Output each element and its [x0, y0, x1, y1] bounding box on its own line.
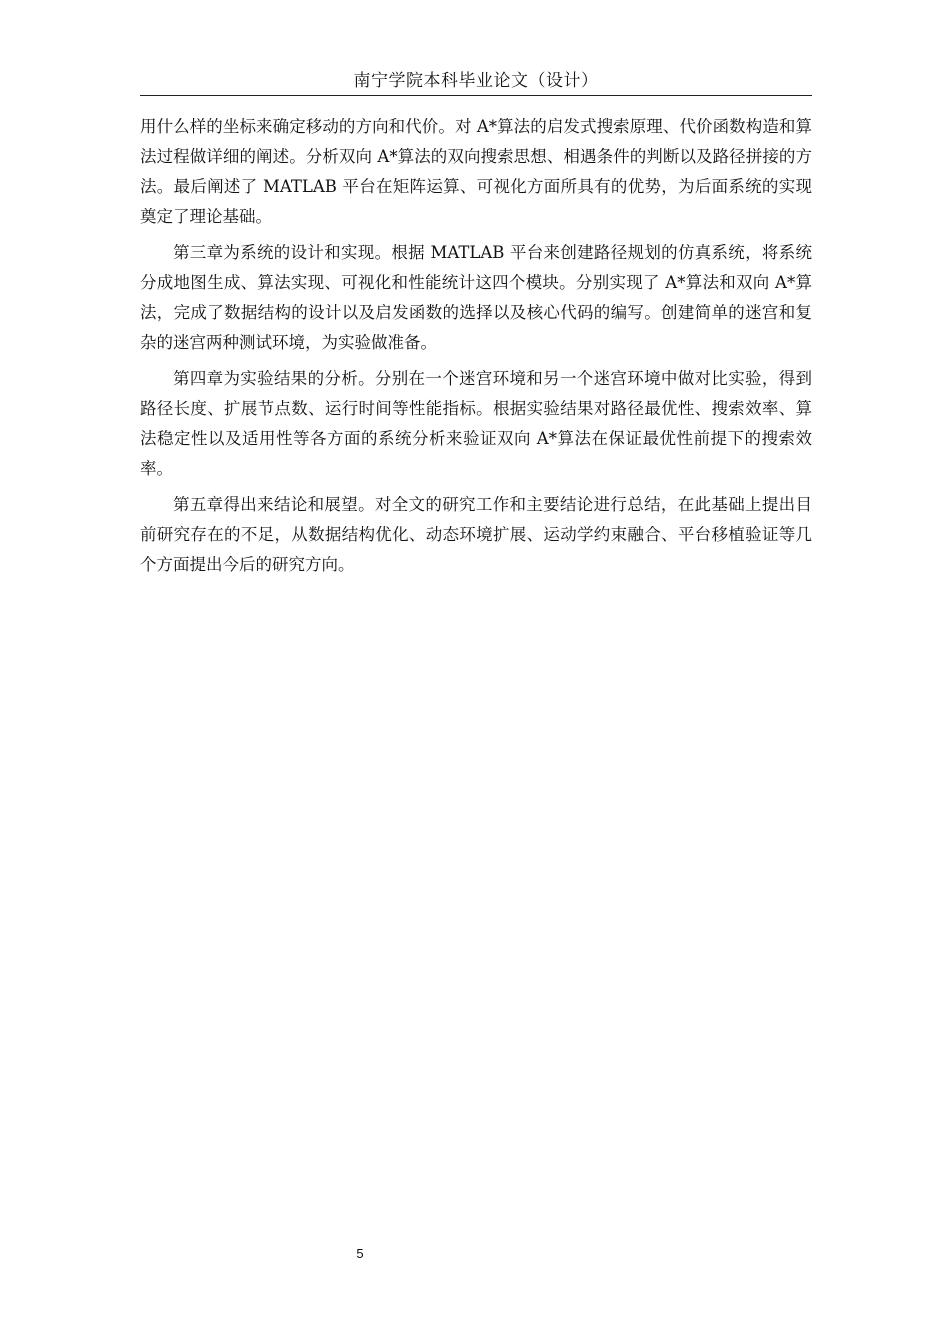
paragraph-chapter5: 第五章得出来结论和展望。对全文的研究工作和主要结论进行总结，在此基础上提出目前研究存在的不足，从数据结构优化、动态环境扩展、运动学约束融合、平台移植验证等几个方面提出今后的研究方向。: [140, 495, 812, 574]
page-header-title: 南宁学院本科毕业论文（设计）: [353, 71, 599, 91]
paragraph-chapter3: 第三章为系统的设计和实现。根据 MATLAB 平台来创建路径规划的仿真系统，将系统分成地图生成、算法实现、可视化和性能统计这四个模块。分别实现了 A*算法和双向 A*算法，完成了数据结构的设计以及启发函数的选择以及核心代码的编写。创建简单的迷宫和复杂的迷宫两种测试环境，为实验做准备。: [140, 243, 812, 352]
header-divider: [140, 95, 812, 96]
page-number: 5: [356, 1246, 364, 1261]
paragraph-chapter2-continued: 用什么样的坐标来确定移动的方向和代价。对 A*算法的启发式搜索原理、代价函数构造和算法过程做详细的阐述。分析双向 A*算法的双向搜索思想、相遇条件的判断以及路径拼接的方法。最后阐述了 MATLAB 平台在矩阵运算、可视化方面所具有的优势，为后面系统的实现奠定了理论基础。: [140, 117, 812, 226]
paragraph-chapter4: 第四章为实验结果的分析。分别在一个迷宫环境和另一个迷宫环境中做对比实验，得到路径长度、扩展节点数、运行时间等性能指标。根据实验结果对路径最优性、搜索效率、算法稳定性以及适用性等各方面的系统分析来验证双向 A*算法在保证最优性前提下的搜索效率。: [140, 369, 812, 478]
document-body: [140, 112, 812, 586]
